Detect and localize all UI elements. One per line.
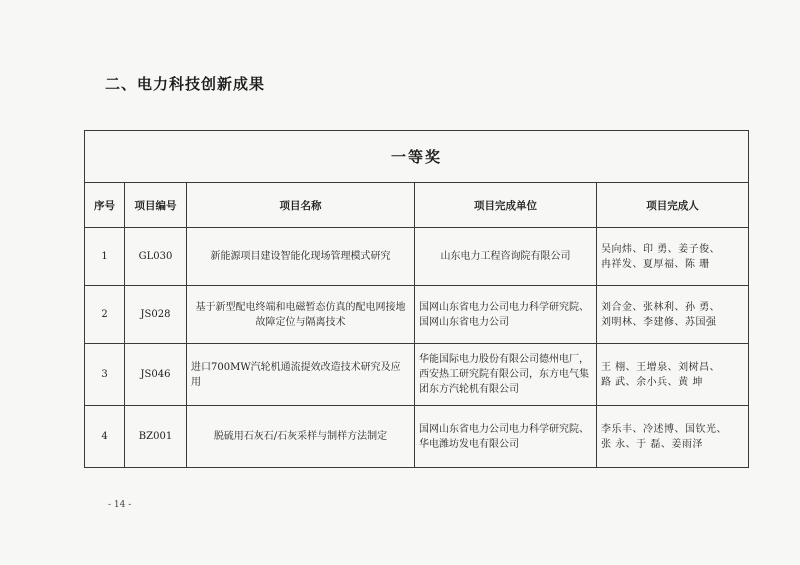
- row-project-code: JS028: [125, 286, 187, 344]
- row-project-code: BZ001: [125, 406, 187, 468]
- header-completing-unit: 项目完成单位: [415, 183, 597, 228]
- table-row: [85, 406, 749, 468]
- row-completing-unit: 华能国际电力股份有限公司德州电厂，西安热工研究院有限公司，东方电气集团东方汽轮机有限公司: [415, 344, 597, 406]
- person-line: 刘明林、李建修、苏国强: [601, 316, 717, 328]
- table-header-row: [85, 183, 749, 228]
- row-project-name: 进口700MW汽轮机通流提效改造技术研究及应用: [187, 344, 415, 406]
- header-project-code: 项目编号: [125, 183, 187, 228]
- row-project-code: JS046: [125, 344, 187, 406]
- person-line: 刘合金、张林利、孙 勇、: [601, 301, 721, 313]
- row-project-name: 新能源项目建设智能化现场管理模式研究: [187, 228, 415, 286]
- person-line: 冉祥发、夏厚福、陈 珊: [601, 258, 710, 270]
- row-project-code: GL030: [125, 228, 187, 286]
- row-project-name: 脱硫用石灰石/石灰采样与制样方法制定: [187, 406, 415, 468]
- table-row: [85, 344, 749, 406]
- row-completing-persons: [597, 344, 749, 406]
- row-completing-unit: 山东电力工程咨询院有限公司: [415, 228, 597, 286]
- table-row: [85, 286, 749, 344]
- row-completing-unit: 国网山东省电力公司电力科学研究院、华电潍坊发电有限公司: [415, 406, 597, 468]
- section-title: 二、电力科技创新成果: [105, 75, 266, 93]
- row-serial-number: 1: [85, 228, 125, 286]
- row-serial-number: 4: [85, 406, 125, 468]
- row-completing-unit: 国网山东省电力公司电力科学研究院、国网山东省电力公司: [415, 286, 597, 344]
- page-number: - 14 -: [108, 500, 132, 510]
- person-line: 路 武、余小兵、黄 坤: [601, 376, 703, 388]
- person-line: 王 栩、王增泉、刘树昌、: [601, 361, 721, 373]
- header-completing-persons: 项目完成人: [597, 183, 749, 228]
- person-line: 吴向炜、印 勇、姜子俊、: [601, 243, 721, 255]
- header-project-name: 项目名称: [187, 183, 415, 228]
- person-line: 张 永、于 磊、姜雨泽: [601, 438, 703, 450]
- award-level-caption: 一等奖: [85, 131, 749, 183]
- header-serial-number: 序号: [85, 183, 125, 228]
- row-completing-persons: [597, 286, 749, 344]
- row-project-name: 基于新型配电终端和电磁暂态仿真的配电网接地故障定位与隔离技术: [187, 286, 415, 344]
- row-completing-persons: [597, 228, 749, 286]
- awards-table: [84, 130, 749, 468]
- table-caption-row: [85, 131, 749, 183]
- row-completing-persons: [597, 406, 749, 468]
- table-row: [85, 228, 749, 286]
- person-line: 李乐丰、冷述博、国钦光、: [601, 423, 727, 435]
- row-serial-number: 3: [85, 344, 125, 406]
- row-serial-number: 2: [85, 286, 125, 344]
